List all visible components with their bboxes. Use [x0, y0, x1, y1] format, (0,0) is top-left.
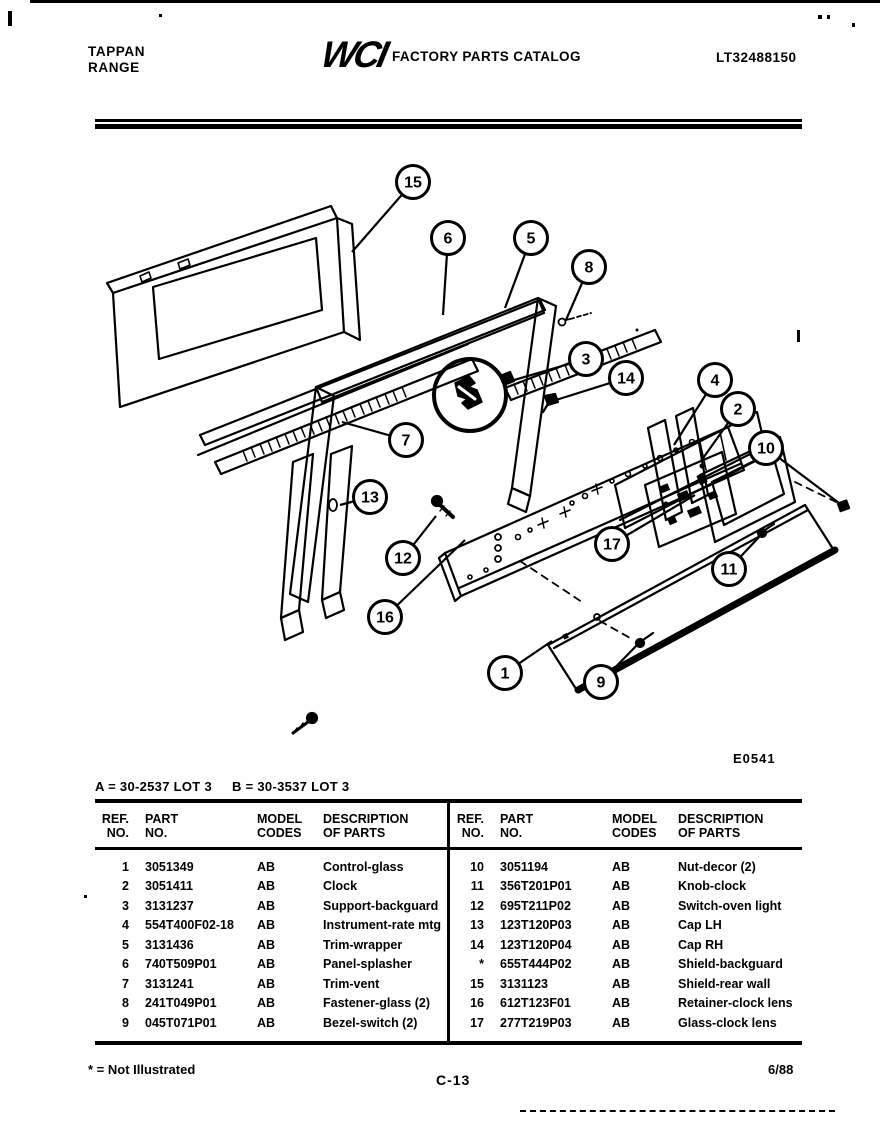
model-note-b: B = 30-3537 LOT 3	[232, 779, 350, 794]
table-cell: AB	[257, 957, 276, 972]
table-cell: AB	[612, 957, 631, 972]
table-cell: Control-glass	[323, 859, 404, 874]
brand-line1: TAPPAN	[88, 44, 146, 59]
table-cell: Shield-backguard	[678, 957, 783, 972]
table-cell: Nut-decor (2)	[678, 859, 756, 874]
scan-mark	[852, 23, 855, 27]
header-rule-bottom	[95, 124, 802, 129]
column-header: DESCRIPTION OF PARTS	[323, 812, 409, 840]
table-cell: Knob-clock	[678, 879, 747, 894]
table-cell: 12	[470, 898, 484, 913]
table-cell: 554T400F02-18	[145, 918, 234, 933]
table-cell: AB	[612, 996, 631, 1011]
table-cell: 10	[470, 859, 484, 874]
table-cell: 045T071P01	[145, 1015, 217, 1030]
table-row	[450, 1013, 802, 1033]
table-cell: AB	[612, 918, 631, 933]
table-cell: 16	[470, 996, 484, 1011]
column-header: REF. NO.	[456, 812, 484, 840]
table-cell: 123T120P04	[500, 937, 572, 952]
table-cell: Switch-oven light	[678, 898, 782, 913]
scan-mark	[636, 329, 639, 332]
table-cell: AB	[257, 996, 276, 1011]
table-header-row	[450, 803, 802, 850]
table-cell: AB	[612, 898, 631, 913]
diagram-stamp: E0541	[733, 751, 776, 766]
catalog-title: FACTORY PARTS CATALOG	[391, 49, 581, 64]
callout-15	[352, 166, 430, 253]
table-cell: 6	[122, 957, 129, 972]
table-cell: 14	[470, 937, 484, 952]
parts-table-left-half	[95, 803, 447, 1041]
issue-date: 6/88	[768, 1062, 794, 1077]
table-row	[450, 974, 802, 994]
callout-1	[489, 641, 553, 690]
callout-number: 4	[710, 372, 720, 390]
table-cell: 612T123F01	[500, 996, 571, 1011]
table-cell: Retainer-clock lens	[678, 996, 793, 1011]
exploded-parts-diagram	[0, 140, 880, 765]
table-row	[450, 916, 802, 936]
parts-table	[95, 799, 802, 1045]
table-row	[95, 916, 447, 936]
table-cell: 8	[122, 996, 129, 1011]
table-cell: AB	[257, 937, 276, 952]
table-cell: AB	[612, 859, 631, 874]
table-cell: 123T120P03	[500, 918, 572, 933]
callout-number: 1	[500, 665, 510, 683]
table-row	[95, 994, 447, 1014]
callout-number: 14	[617, 370, 635, 388]
callout-10	[750, 432, 844, 507]
table-cell: 11	[470, 879, 484, 894]
table-cell: Cap LH	[678, 918, 722, 933]
table-row	[95, 955, 447, 975]
callout-12	[387, 516, 437, 575]
table-row	[450, 896, 802, 916]
table-cell: AB	[612, 937, 631, 952]
table-cell: AB	[257, 879, 276, 894]
table-cell: Clock	[323, 879, 358, 894]
parts-table-right-half	[447, 803, 802, 1041]
callout-number: 13	[361, 489, 379, 507]
callout-number: 2	[733, 401, 743, 419]
table-cell: Support-backguard	[323, 898, 439, 913]
table-cell: 13	[470, 918, 484, 933]
callout-number: 11	[720, 561, 738, 579]
callout-number: 9	[596, 674, 606, 692]
callout-number: 7	[401, 432, 411, 450]
column-header: PART NO.	[500, 812, 534, 840]
callout-9	[585, 645, 638, 699]
table-cell: 9	[122, 1015, 129, 1030]
scan-mark	[159, 14, 162, 17]
table-cell: 3051349	[145, 859, 194, 874]
table-cell: 1	[122, 859, 129, 874]
table-cell: 7	[122, 976, 129, 991]
callout-7	[342, 422, 423, 457]
table-row	[450, 877, 802, 897]
table-row	[95, 935, 447, 955]
table-cell: 241T049P01	[145, 996, 217, 1011]
table-cell: 3131436	[145, 937, 194, 952]
table-cell: 3131123	[500, 976, 548, 991]
table-cell: AB	[257, 1015, 276, 1030]
table-cell: AB	[257, 898, 276, 913]
table-cell: Glass-clock lens	[678, 1015, 777, 1030]
wci-logo: WCI	[317, 34, 390, 75]
table-cell: *	[479, 957, 484, 972]
table-row	[450, 955, 802, 975]
table-cell: 4	[122, 918, 129, 933]
table-row	[450, 857, 802, 877]
table-cell: 3	[122, 898, 129, 913]
table-cell: 655T444P02	[500, 957, 572, 972]
table-row	[95, 877, 447, 897]
callout-number: 12	[394, 550, 412, 568]
table-cell: Bezel-switch (2)	[323, 1015, 418, 1030]
table-cell: AB	[612, 1015, 631, 1030]
table-cell: AB	[612, 879, 631, 894]
publication-number: LT32488150	[716, 50, 797, 65]
table-row	[450, 994, 802, 1014]
table-body	[450, 850, 802, 1041]
table-cell: Trim-vent	[323, 976, 380, 991]
table-row	[95, 974, 447, 994]
callout-number: 16	[376, 609, 394, 627]
table-cell: AB	[612, 976, 631, 991]
table-cell: 5	[122, 937, 129, 952]
table-header-row	[95, 803, 447, 850]
trim-wrapper-part	[290, 298, 556, 602]
table-cell: Trim-wrapper	[323, 937, 403, 952]
scan-mark	[827, 15, 830, 19]
model-note-a: A = 30-2537 LOT 3	[95, 779, 212, 794]
column-header: REF. NO.	[101, 812, 129, 840]
table-cell: Cap RH	[678, 937, 724, 952]
table-cell: 3051411	[145, 879, 193, 894]
scan-mark	[797, 330, 800, 342]
table-cell: 15	[470, 976, 484, 991]
callout-number: 15	[404, 174, 422, 192]
detail-magnifier-circle	[434, 359, 506, 431]
table-row	[95, 896, 447, 916]
table-cell: Shield-rear wall	[678, 976, 771, 991]
callout-number: 5	[526, 230, 536, 248]
callout-5	[505, 222, 548, 309]
brand-block	[88, 44, 145, 76]
brand-line2: RANGE	[88, 60, 140, 75]
table-cell: 277T219P03	[500, 1015, 572, 1030]
table-cell: AB	[257, 859, 276, 874]
callout-3	[504, 343, 603, 384]
column-header: MODEL CODES	[612, 812, 658, 840]
table-cell: 3131241	[145, 976, 194, 991]
table-cell: AB	[257, 918, 276, 933]
callout-6	[432, 222, 465, 316]
table-cell: 3051194	[500, 859, 548, 874]
callout-layer	[340, 166, 843, 699]
table-row	[95, 1013, 447, 1033]
not-illustrated-note: * = Not Illustrated	[88, 1062, 196, 1077]
callout-number: 10	[757, 440, 775, 458]
shield-rear-wall-part	[107, 206, 360, 407]
scan-mark	[818, 15, 822, 19]
column-header: PART NO.	[145, 812, 179, 840]
callout-number: 8	[584, 259, 594, 277]
table-cell: 356T201P01	[500, 879, 572, 894]
table-cell: Fastener-glass (2)	[323, 996, 430, 1011]
callout-number: 6	[443, 230, 453, 248]
page-number: C-13	[436, 1072, 471, 1088]
scan-edge-artifact	[30, 0, 880, 3]
scan-mark	[8, 11, 12, 26]
table-cell: 3131237	[145, 898, 194, 913]
callout-number: 3	[581, 351, 591, 369]
table-cell: Instrument-rate mtg	[323, 918, 442, 933]
column-header: DESCRIPTION OF PARTS	[678, 812, 764, 840]
table-row	[450, 935, 802, 955]
column-header: MODEL CODES	[257, 812, 303, 840]
table-row	[95, 857, 447, 877]
table-cell: Panel-splasher	[323, 957, 412, 972]
table-cell: 17	[470, 1015, 484, 1030]
callout-number: 17	[603, 536, 621, 554]
table-cell: 695T211P02	[500, 898, 571, 913]
header-rule-top	[95, 119, 802, 122]
table-body	[95, 850, 447, 1041]
scan-mark	[84, 895, 87, 898]
scan-dashed-line	[520, 1110, 835, 1112]
table-cell: 740T509P01	[145, 957, 217, 972]
callout-8	[566, 251, 606, 321]
table-cell: AB	[257, 976, 276, 991]
catalog-header	[317, 34, 581, 75]
table-cell: 2	[122, 879, 129, 894]
